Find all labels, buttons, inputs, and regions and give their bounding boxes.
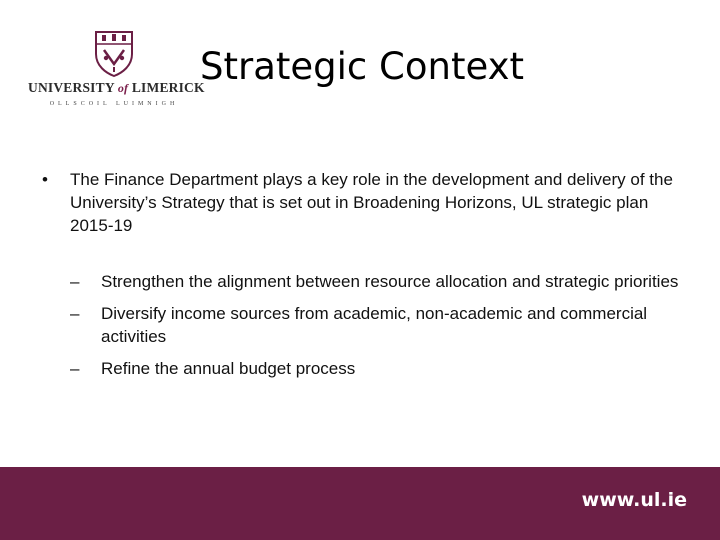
bullet-marker: • bbox=[42, 170, 48, 189]
main-bullet bbox=[30, 168, 680, 237]
sub-bullet-marker: – bbox=[70, 272, 80, 291]
sub-bullet bbox=[70, 357, 680, 380]
footer-bar bbox=[0, 467, 720, 540]
website-link[interactable]: www.ul.ie bbox=[581, 489, 687, 511]
main-bullet-text: The Finance Department plays a key role in the development and delivery of the University’s Strategy that is set out in Broadening Horizons, UL strategic plan 2015-19 bbox=[70, 170, 673, 235]
slide-title: Strategic Context bbox=[200, 45, 524, 88]
slide-content bbox=[30, 168, 680, 389]
sub-bullet-text: Strengthen the alignment between resource allocation and strategic priorities bbox=[101, 272, 679, 291]
sub-bullet-text: Diversify income sources from academic, non-academic and commercial activities bbox=[101, 304, 648, 346]
sub-bullet-list bbox=[30, 270, 680, 380]
sub-bullet bbox=[70, 302, 680, 348]
sub-bullet-marker: – bbox=[70, 304, 80, 323]
university-logo bbox=[28, 28, 205, 112]
university-crest-icon bbox=[94, 28, 134, 78]
sub-bullet bbox=[70, 270, 680, 293]
sub-bullet-text: Refine the annual budget process bbox=[101, 359, 356, 378]
logo-name-of: of bbox=[117, 81, 129, 95]
logo-name-university: UNIVERSITY bbox=[28, 80, 115, 95]
logo-name-limerick: LIMERICK bbox=[131, 80, 205, 95]
logo-wordmark bbox=[28, 80, 205, 96]
sub-bullet-marker: – bbox=[70, 359, 80, 378]
logo-irish-name: OLLSCOIL LUIMNIGH bbox=[49, 101, 179, 107]
